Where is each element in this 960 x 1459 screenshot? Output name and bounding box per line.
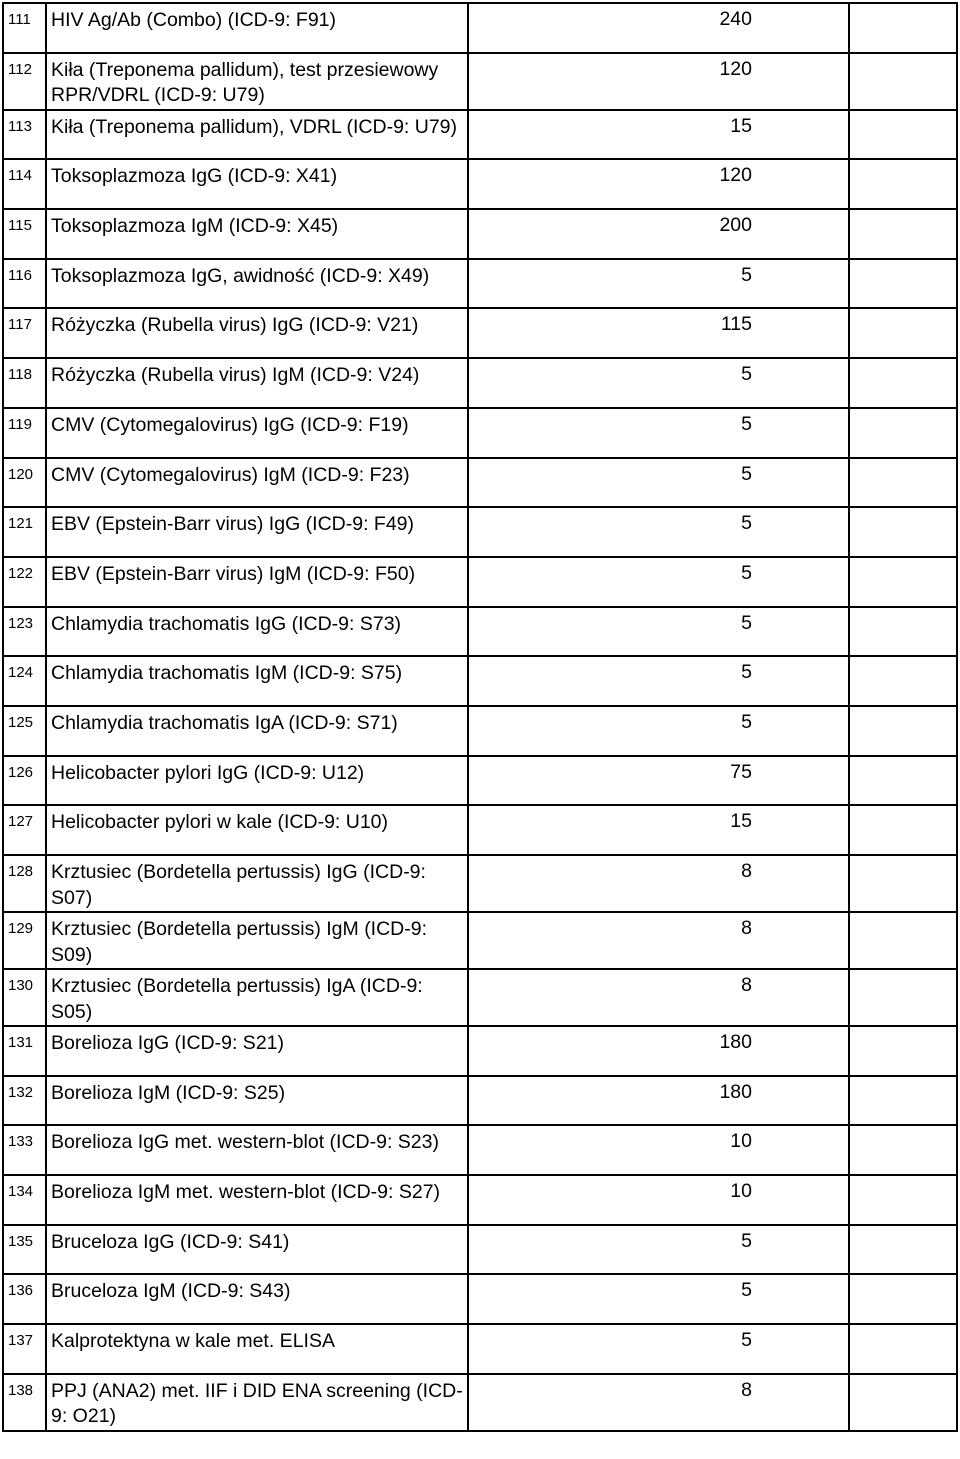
test-name: Toksoplazmoza IgM (ICD-9: X45) xyxy=(46,209,468,259)
empty-cell xyxy=(849,756,957,806)
test-name: EBV (Epstein-Barr virus) IgM (ICD-9: F50) xyxy=(46,557,468,607)
test-name: Krztusiec (Bordetella pertussis) IgM (ICD-9: S09) xyxy=(46,912,468,969)
test-quantity: 5 xyxy=(741,263,752,286)
test-name: HIV Ag/Ab (Combo) (ICD-9: F91) xyxy=(46,3,468,53)
test-quantity-cell xyxy=(468,1324,849,1374)
test-quantity-cell xyxy=(468,507,849,557)
empty-cell xyxy=(849,358,957,408)
row-number: 117 xyxy=(3,308,46,358)
test-quantity: 120 xyxy=(719,57,752,80)
table-row xyxy=(3,969,957,1026)
test-name: Helicobacter pylori IgG (ICD-9: U12) xyxy=(46,756,468,806)
test-quantity: 5 xyxy=(741,661,752,684)
row-number: 136 xyxy=(3,1274,46,1324)
row-number: 132 xyxy=(3,1076,46,1126)
table-row xyxy=(3,1125,957,1175)
table-row xyxy=(3,756,957,806)
test-quantity: 10 xyxy=(730,1180,752,1203)
test-name: Kalprotektyna w kale met. ELISA xyxy=(46,1324,468,1374)
test-name: Chlamydia trachomatis IgA (ICD-9: S71) xyxy=(46,706,468,756)
row-number: 129 xyxy=(3,912,46,969)
empty-cell xyxy=(849,1125,957,1175)
table-row xyxy=(3,557,957,607)
row-number: 111 xyxy=(3,3,46,53)
row-number: 124 xyxy=(3,656,46,706)
test-name: Helicobacter pylori w kale (ICD-9: U10) xyxy=(46,805,468,855)
test-quantity-cell xyxy=(468,53,849,110)
test-name: PPJ (ANA2) met. IIF i DID ENA screening (ICD-9: O21) xyxy=(46,1374,468,1431)
test-quantity-cell xyxy=(468,912,849,969)
test-quantity-cell xyxy=(468,1374,849,1431)
table-row xyxy=(3,53,957,110)
test-quantity: 5 xyxy=(741,512,752,535)
test-name: Toksoplazmoza IgG (ICD-9: X41) xyxy=(46,159,468,209)
test-name: EBV (Epstein-Barr virus) IgG (ICD-9: F49) xyxy=(46,507,468,557)
table-row xyxy=(3,458,957,508)
test-name: Krztusiec (Bordetella pertussis) IgA (ICD-9: S05) xyxy=(46,969,468,1026)
row-number: 116 xyxy=(3,259,46,309)
empty-cell xyxy=(849,969,957,1026)
test-quantity: 8 xyxy=(741,974,752,996)
test-quantity-cell xyxy=(468,3,849,53)
empty-cell xyxy=(849,3,957,53)
empty-cell xyxy=(849,855,957,912)
row-number: 128 xyxy=(3,855,46,912)
test-quantity-cell xyxy=(468,358,849,408)
test-quantity: 5 xyxy=(741,710,752,733)
empty-cell xyxy=(849,912,957,969)
row-number: 127 xyxy=(3,805,46,855)
row-number: 131 xyxy=(3,1026,46,1076)
empty-cell xyxy=(849,53,957,110)
row-number: 125 xyxy=(3,706,46,756)
row-number: 120 xyxy=(3,458,46,508)
empty-cell xyxy=(849,1225,957,1275)
test-name: Różyczka (Rubella virus) IgM (ICD-9: V24) xyxy=(46,358,468,408)
test-quantity: 75 xyxy=(730,760,752,783)
test-quantity: 200 xyxy=(719,214,752,237)
table-row xyxy=(3,308,957,358)
table-row xyxy=(3,110,957,160)
test-quantity-cell xyxy=(468,1076,849,1126)
test-quantity: 5 xyxy=(741,363,752,386)
table-row xyxy=(3,607,957,657)
table-row xyxy=(3,408,957,458)
test-name: Kiła (Treponema pallidum), test przesiewowy RPR/VDRL (ICD-9: U79) xyxy=(46,53,468,110)
test-quantity: 5 xyxy=(741,412,752,435)
test-name: Borelioza IgG (ICD-9: S21) xyxy=(46,1026,468,1076)
table-row xyxy=(3,706,957,756)
test-name: Borelioza IgM met. western-blot (ICD-9: S27) xyxy=(46,1175,468,1225)
table-row xyxy=(3,358,957,408)
test-quantity-cell xyxy=(468,458,849,508)
test-quantity: 240 xyxy=(719,8,752,30)
test-name: CMV (Cytomegalovirus) IgM (ICD-9: F23) xyxy=(46,458,468,508)
test-quantity: 8 xyxy=(741,917,752,939)
table-row xyxy=(3,507,957,557)
test-quantity: 120 xyxy=(719,164,752,187)
empty-cell xyxy=(849,507,957,557)
test-quantity-cell xyxy=(468,656,849,706)
test-quantity: 180 xyxy=(719,1031,752,1053)
test-quantity: 5 xyxy=(741,1279,752,1302)
test-quantity: 5 xyxy=(741,611,752,634)
table-row xyxy=(3,1374,957,1431)
row-number: 123 xyxy=(3,607,46,657)
test-quantity: 15 xyxy=(730,114,752,137)
test-quantity-cell xyxy=(468,1175,849,1225)
row-number: 135 xyxy=(3,1225,46,1275)
row-number: 137 xyxy=(3,1324,46,1374)
test-name: Bruceloza IgG (ICD-9: S41) xyxy=(46,1225,468,1275)
test-quantity-cell xyxy=(468,159,849,209)
test-quantity: 180 xyxy=(719,1080,752,1103)
test-quantity-cell xyxy=(468,756,849,806)
table-row xyxy=(3,1175,957,1225)
test-name: Borelioza IgM (ICD-9: S25) xyxy=(46,1076,468,1126)
row-number: 114 xyxy=(3,159,46,209)
empty-cell xyxy=(849,458,957,508)
empty-cell xyxy=(849,1374,957,1431)
empty-cell xyxy=(849,656,957,706)
test-quantity: 5 xyxy=(741,1229,752,1252)
test-quantity-cell xyxy=(468,209,849,259)
test-quantity-cell xyxy=(468,408,849,458)
table-row xyxy=(3,1026,957,1076)
empty-cell xyxy=(849,607,957,657)
table-row xyxy=(3,912,957,969)
row-number: 138 xyxy=(3,1374,46,1431)
row-number: 134 xyxy=(3,1175,46,1225)
test-quantity: 5 xyxy=(741,561,752,584)
table-row xyxy=(3,1225,957,1275)
test-name: Chlamydia trachomatis IgM (ICD-9: S75) xyxy=(46,656,468,706)
test-quantity: 115 xyxy=(720,313,752,336)
test-name: Toksoplazmoza IgG, awidność (ICD-9: X49) xyxy=(46,259,468,309)
test-quantity: 5 xyxy=(741,462,752,485)
test-quantity-cell xyxy=(468,1225,849,1275)
row-number: 121 xyxy=(3,507,46,557)
test-quantity-cell xyxy=(468,110,849,160)
table-row xyxy=(3,805,957,855)
row-number: 119 xyxy=(3,408,46,458)
empty-cell xyxy=(849,1026,957,1076)
table-row xyxy=(3,1324,957,1374)
row-number: 112 xyxy=(3,53,46,110)
table-row xyxy=(3,855,957,912)
test-quantity-cell xyxy=(468,855,849,912)
table-row xyxy=(3,259,957,309)
test-quantity-cell xyxy=(468,1125,849,1175)
test-quantity-cell xyxy=(468,557,849,607)
row-number: 113 xyxy=(3,110,46,160)
table-row xyxy=(3,1274,957,1324)
empty-cell xyxy=(849,706,957,756)
row-number: 130 xyxy=(3,969,46,1026)
empty-cell xyxy=(849,1175,957,1225)
row-number: 126 xyxy=(3,756,46,806)
lab-tests-table-body xyxy=(3,3,957,1431)
empty-cell xyxy=(849,159,957,209)
row-number: 122 xyxy=(3,557,46,607)
test-quantity: 10 xyxy=(730,1130,752,1153)
empty-cell xyxy=(849,557,957,607)
test-quantity: 5 xyxy=(741,1329,752,1352)
empty-cell xyxy=(849,1324,957,1374)
row-number: 133 xyxy=(3,1125,46,1175)
empty-cell xyxy=(849,805,957,855)
row-number: 115 xyxy=(3,209,46,259)
table-row xyxy=(3,159,957,209)
test-quantity-cell xyxy=(468,259,849,309)
empty-cell xyxy=(849,110,957,160)
test-quantity-cell xyxy=(468,706,849,756)
test-quantity-cell xyxy=(468,805,849,855)
table-row xyxy=(3,3,957,53)
row-number: 118 xyxy=(3,358,46,408)
test-name: Chlamydia trachomatis IgG (ICD-9: S73) xyxy=(46,607,468,657)
test-quantity-cell xyxy=(468,308,849,358)
empty-cell xyxy=(849,259,957,309)
test-name: Różyczka (Rubella virus) IgG (ICD-9: V21) xyxy=(46,308,468,358)
test-name: Borelioza IgG met. western-blot (ICD-9: S23) xyxy=(46,1125,468,1175)
empty-cell xyxy=(849,408,957,458)
test-quantity-cell xyxy=(468,607,849,657)
test-name: Bruceloza IgM (ICD-9: S43) xyxy=(46,1274,468,1324)
test-quantity: 8 xyxy=(741,860,752,882)
table-row xyxy=(3,1076,957,1126)
test-quantity-cell xyxy=(468,1274,849,1324)
test-quantity-cell xyxy=(468,1026,849,1076)
empty-cell xyxy=(849,308,957,358)
test-name: Kiła (Treponema pallidum), VDRL (ICD-9: U79) xyxy=(46,110,468,160)
empty-cell xyxy=(849,209,957,259)
test-name: CMV (Cytomegalovirus) IgG (ICD-9: F19) xyxy=(46,408,468,458)
test-quantity: 8 xyxy=(741,1378,752,1401)
empty-cell xyxy=(849,1076,957,1126)
lab-tests-table xyxy=(2,2,958,1432)
table-row xyxy=(3,209,957,259)
test-quantity-cell xyxy=(468,969,849,1026)
test-quantity: 15 xyxy=(730,810,752,833)
test-name: Krztusiec (Bordetella pertussis) IgG (ICD-9: S07) xyxy=(46,855,468,912)
table-row xyxy=(3,656,957,706)
empty-cell xyxy=(849,1274,957,1324)
